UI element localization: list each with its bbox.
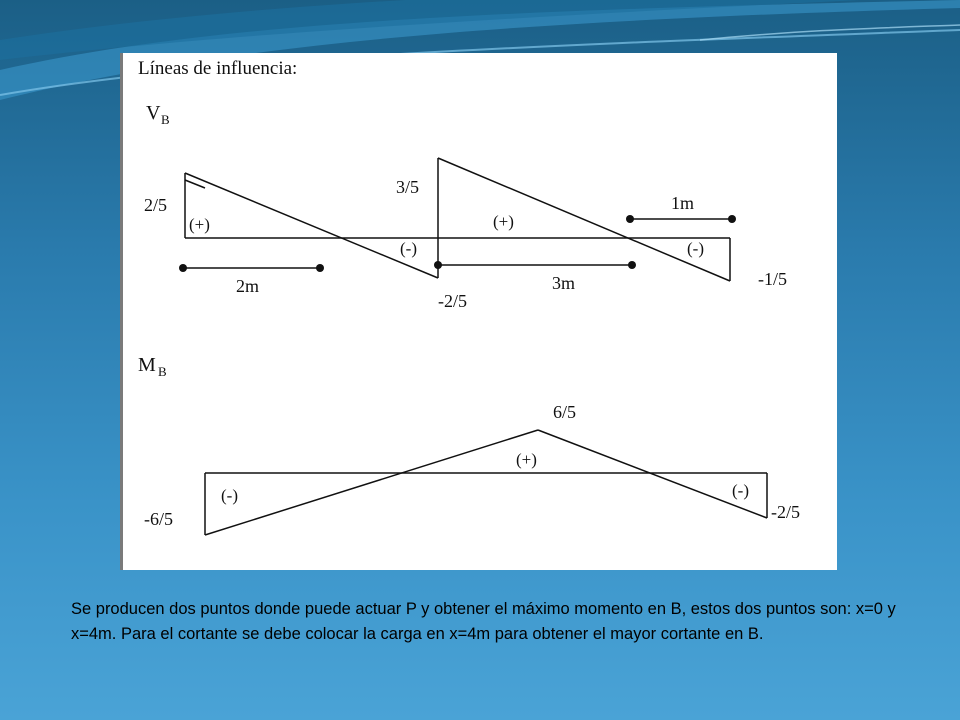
shear-symbol: V: [146, 102, 161, 124]
moment-sign-right: (-): [732, 481, 749, 500]
shear-dimension-1m-label: 1m: [671, 193, 695, 213]
moment-symbol: M: [138, 354, 156, 376]
moment-peak-value: 6/5: [553, 402, 577, 422]
shear-mid-bottom-value: -2/5: [438, 291, 467, 311]
moment-influence-line: [205, 430, 767, 535]
diagram-heading: Líneas de influencia:: [138, 58, 298, 79]
shear-dimension-3m: [434, 261, 636, 269]
moment-sign-mid: (+): [516, 450, 537, 469]
moment-rising-line: [205, 430, 538, 535]
influence-lines-diagram: [120, 53, 837, 570]
shear-dimension-3m-label: 3m: [552, 273, 576, 293]
shear-left-value: 2/5: [144, 195, 168, 215]
moment-left-value: -6/5: [144, 509, 173, 529]
shear-right-value: -1/5: [758, 269, 787, 289]
shear-sign-left-positive: (+): [189, 215, 210, 234]
moment-right-value: -2/5: [771, 502, 800, 522]
moment-sign-left: (-): [221, 486, 238, 505]
shear-left-corner-tick: [185, 180, 205, 188]
shear-subscript: B: [161, 112, 170, 127]
shear-sign-left-negative: (-): [400, 239, 417, 258]
shear-sign-right-positive: (+): [493, 212, 514, 231]
moment-subscript: B: [158, 364, 167, 379]
influence-lines-figure: [120, 53, 837, 570]
moment-falling-line: [538, 430, 767, 518]
slide-caption: Se producen dos puntos donde puede actuar P y obtener el máximo momento en B, estos dos puntos son: x=0 y x=4m. Para el cortante se debe colocar la carga en x=4m para obtener el mayor cortante en B.: [71, 600, 896, 643]
shear-dimension-2m-label: 2m: [236, 276, 260, 296]
shear-dimension-2m: [179, 264, 324, 272]
shear-mid-top-value: 3/5: [396, 177, 420, 197]
shear-sign-right-negative: (-): [687, 239, 704, 258]
shear-dimension-1m: [626, 215, 736, 223]
